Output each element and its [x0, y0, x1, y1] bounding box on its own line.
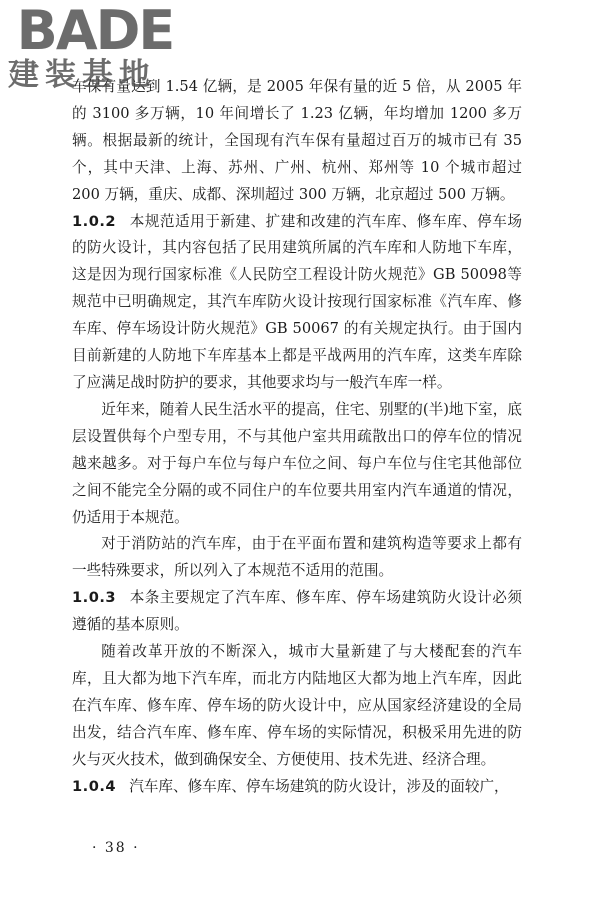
paragraph-reform — [72, 639, 522, 774]
paragraph-text: 对于消防站的汽车库，由于在平面布置和建筑构造等要求上都有一些特殊要求，所以列入了本规范不适用的范围。 — [72, 535, 522, 580]
clause-number: 1.0.4 — [72, 777, 117, 795]
paragraph-text: 本规范适用于新建、扩建和改建的汽车库、修车库、停车场的防火设计，其内容包括了民用建筑所属的汽车库和人防地下车库，这是因为现行国家标准《人民防空工程设计防火规范》GB 50098等规范中已明确规定，其汽车库防火设计按现行国家标准《汽车库、修车库、停车场设计防火规范》GB 50067 的有关规定执行。由于国内目前新建的人防地下车库基本上都是平战两用的汽车库，这类车库除了应满足战时防护的要求，其他要求均与一般汽车库一样。 — [72, 212, 522, 391]
page-body — [72, 74, 522, 800]
paragraph-continuation — [72, 74, 522, 209]
paragraph-text: 车保有量达到 1.54 亿辆，是 2005 年保有量的近 5 倍，从 2005 年的 3100 多万辆，10 年间增长了 1.23 亿辆，年均增加 1200 多万辆。根据最新的统计，全国现有汽车保有量超过百万的城市已有 35 个，其中天津、上海、苏州、广州、杭州、郑州等 10 个城市超过 200 万辆，重庆、成都、深圳超过 300 万辆，北京超过 500 万辆。 — [72, 78, 522, 203]
clause-1-0-4 — [72, 774, 522, 801]
watermark-chinese-text: 建装基地 — [8, 57, 156, 93]
paragraph-fire-station — [72, 531, 522, 585]
paragraph-text: 近年来，随着人民生活水平的提高，住宅、别墅的(半)地下室，底层设置供每个户型专用，不与其他户室共用疏散出口的停车位的情况越来越多。对于每户车位与每户车位之间、每户车位与住宅其他部位之间不能完全分隔的或不同住户的车位要共用室内汽车通道的情况，仍适用于本规范。 — [72, 400, 522, 526]
clause-1-0-2 — [72, 209, 522, 397]
clause-1-0-3 — [72, 585, 522, 639]
clause-number: 1.0.2 — [72, 212, 117, 230]
paragraph-text: 随着改革开放的不断深入，城市大量新建了与大楼配套的汽车库，且大都为地下汽车库，而北方内陆地区大都为地上汽车库，因此在汽车库、修车库、停车场的防火设计中，应从国家经济建设的全局出发，结合汽车库、修车库、停车场的实际情况，积极采用先进的防火与灭火技术，做到确保安全、方便使用、技术先进、经济合理。 — [72, 643, 522, 768]
bade-watermark-logo — [6, 0, 186, 94]
watermark-brand-text: BADE — [16, 0, 174, 62]
paragraph-text: 本条主要规定了汽车库、修车库、停车场建筑防火设计必须遵循的基本原则。 — [72, 589, 522, 634]
paragraph-basement-parking — [72, 397, 522, 532]
page-number: · 38 · — [92, 840, 140, 856]
paragraph-text: 汽车库、修车库、停车场建筑的防火设计，涉及的面较广， — [129, 777, 509, 795]
clause-number: 1.0.3 — [72, 589, 117, 607]
